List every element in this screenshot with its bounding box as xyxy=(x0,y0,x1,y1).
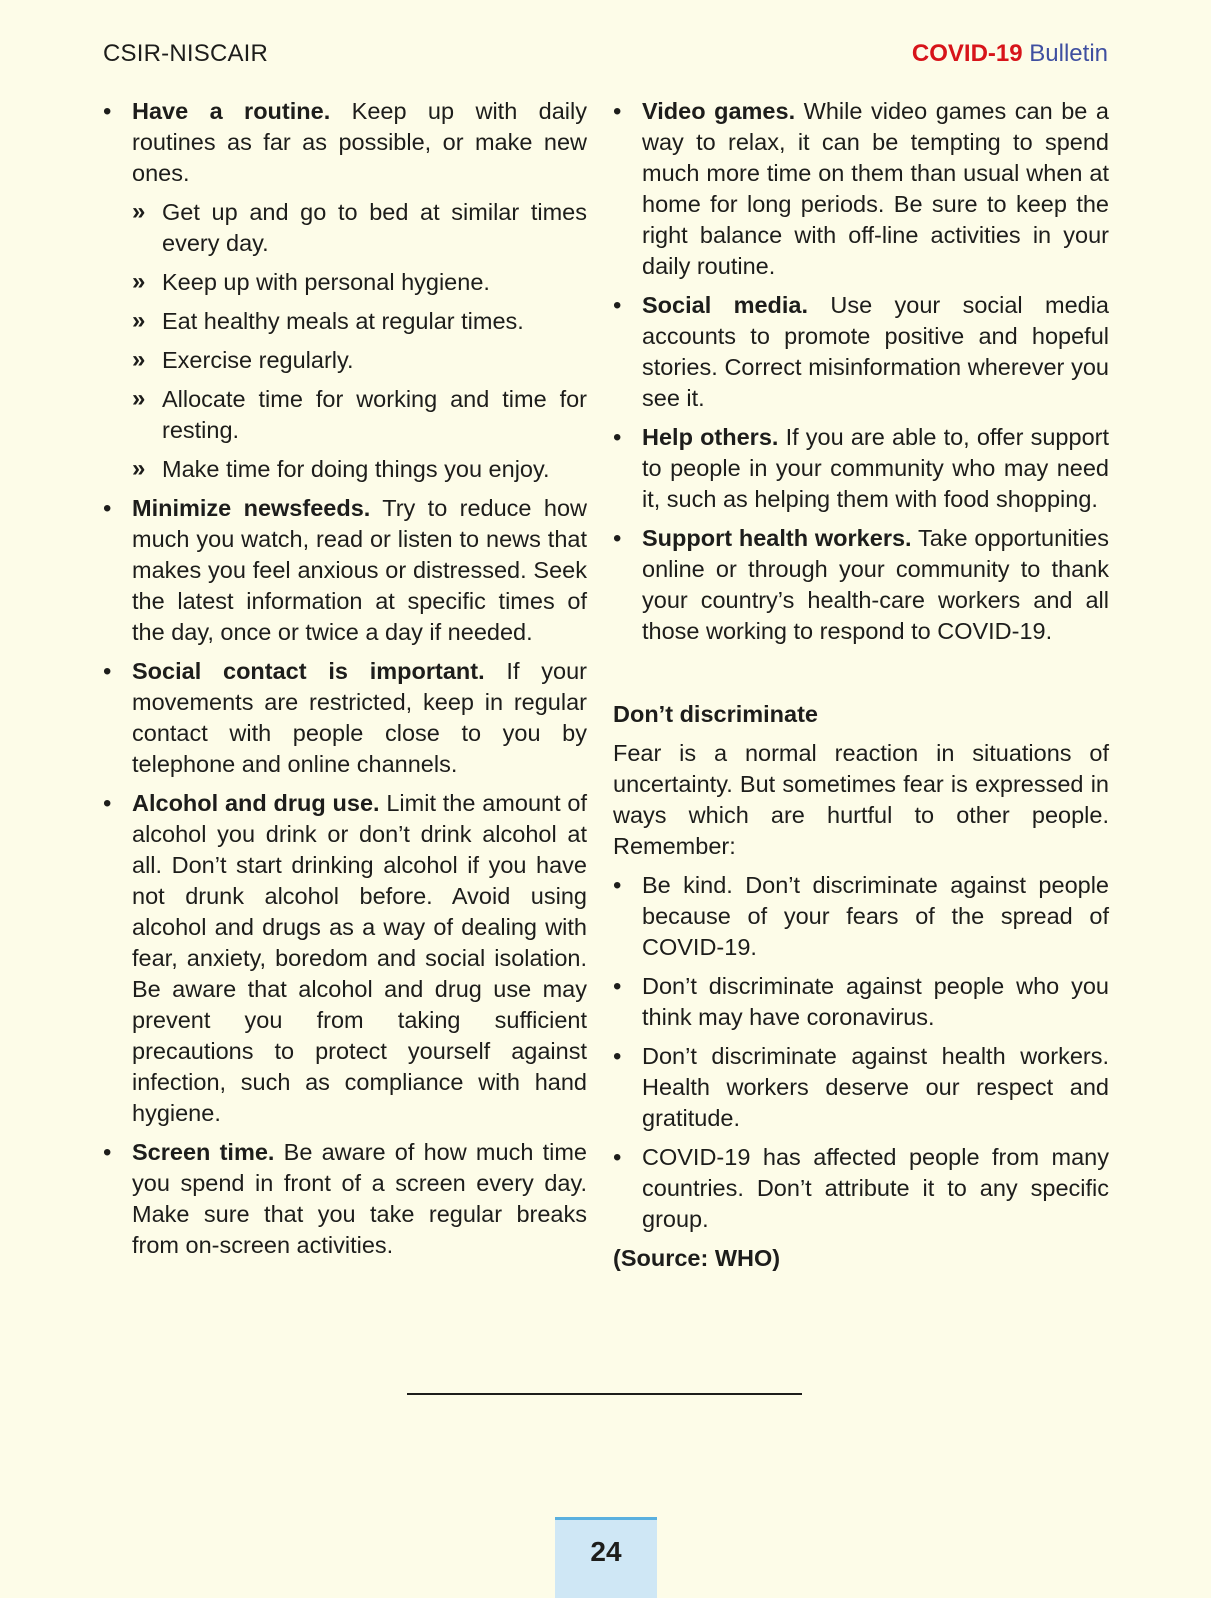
list-item xyxy=(103,1137,587,1261)
list-item xyxy=(103,788,587,1129)
list-item xyxy=(613,422,1109,515)
list-item xyxy=(103,493,587,648)
item-title: Social contact is important. xyxy=(132,658,485,684)
item-text: Be aware of how much time you spend in front of a screen every day. Make sure that you take regular breaks from on-screen activities. xyxy=(132,1139,587,1258)
discrimination-list xyxy=(613,870,1109,1235)
item-title: Help others. xyxy=(642,424,779,450)
bulletin-title-covid: COVID-19 xyxy=(911,40,1023,67)
tips-list-right xyxy=(613,96,1109,647)
item-title: Social media. xyxy=(642,292,809,318)
routine-sublist xyxy=(132,197,587,485)
item-title: Alcohol and drug use. xyxy=(132,790,380,816)
item-text: Use your social media accounts to promote positive and hopeful stories. Correct misinformation wherever you see it. xyxy=(642,292,1110,411)
source-citation: (Source: WHO) xyxy=(613,1245,781,1271)
list-item: • Be kind. Don’t discriminate against people because of your fears of the spread of COVID-19. xyxy=(613,870,1109,963)
item-title: Video games. xyxy=(642,98,796,124)
bulletin-title xyxy=(912,40,1108,68)
list-item: • Don’t discriminate against health workers. Health workers deserve our respect and gratitude. xyxy=(613,1041,1109,1134)
section-heading: Don’t discriminate xyxy=(613,701,819,727)
list-item xyxy=(613,523,1109,647)
sub-list-item: » Exercise regularly. xyxy=(132,345,587,376)
right-column xyxy=(613,96,1109,1274)
page-number: 24 xyxy=(590,1536,622,1567)
sub-list-item: » Allocate time for working and time for resting. xyxy=(132,384,587,446)
section-divider xyxy=(407,1393,802,1395)
item-title: Screen time. xyxy=(132,1139,275,1165)
publisher-name: CSIR-NISCAIR xyxy=(103,40,269,67)
item-text: If your movements are restricted, keep in regular contact with people close to you by telephone and online channels. xyxy=(132,658,587,777)
item-text: Keep up with daily routines as far as possible, or make new ones. xyxy=(132,98,587,186)
sub-list-item: » Eat healthy meals at regular times. xyxy=(132,306,587,337)
sub-list-item: » Get up and go to bed at similar times every day. xyxy=(132,197,587,259)
bulletin-title-bulletin: Bulletin xyxy=(1029,40,1108,67)
item-text: Take opportunities online or through your community to thank your country’s health-care workers and all those working to respond to COVID-19. xyxy=(642,525,1109,644)
tips-list-left xyxy=(103,96,587,1261)
item-title: Have a routine. xyxy=(132,98,331,124)
list-item xyxy=(613,290,1109,414)
section-intro: Fear is a normal reaction in situations of uncertainty. But sometimes fear is expressed in ways which are hurtful to other people. Remember: xyxy=(613,740,1109,859)
list-item: • COVID-19 has affected people from many countries. Don’t attribute it to any specific group. xyxy=(613,1142,1109,1235)
list-item xyxy=(103,656,587,780)
item-title: Minimize newsfeeds. xyxy=(132,495,371,521)
item-title: Support health workers. xyxy=(642,525,912,551)
item-text: Try to reduce how much you watch, read or listen to news that makes you feel anxious or distressed. Seek the latest information at specific times of the day, once or twice a day if needed. xyxy=(132,495,587,645)
list-item xyxy=(613,96,1109,282)
list-item xyxy=(103,96,587,485)
page-number-box xyxy=(555,1517,657,1598)
item-text: If you are able to, offer support to people in your community who may need it, such as helping them with food shopping. xyxy=(642,424,1109,512)
item-text: Limit the amount of alcohol you drink or don’t drink alcohol at all. Don’t start drinking alcohol if you have not drunk alcohol before. Avoid using alcohol and drugs as a way of dealing with fear, anxiety, boredom and social isolation. Be aware that alcohol and drug use may prevent you from taking sufficient precautions to protect yourself against infection, such as compliance with hand hygiene. xyxy=(132,790,587,1126)
left-column xyxy=(103,96,587,1269)
sub-list-item: » Make time for doing things you enjoy. xyxy=(132,454,587,485)
list-item: • Don’t discriminate against people who you think may have coronavirus. xyxy=(613,971,1109,1033)
item-text: While video games can be a way to relax, it can be tempting to spend much more time on them than usual when at home for long periods. Be sure to keep the right balance with off-line activities in your daily routine. xyxy=(642,98,1110,279)
sub-list-item: » Keep up with personal hygiene. xyxy=(132,267,587,298)
